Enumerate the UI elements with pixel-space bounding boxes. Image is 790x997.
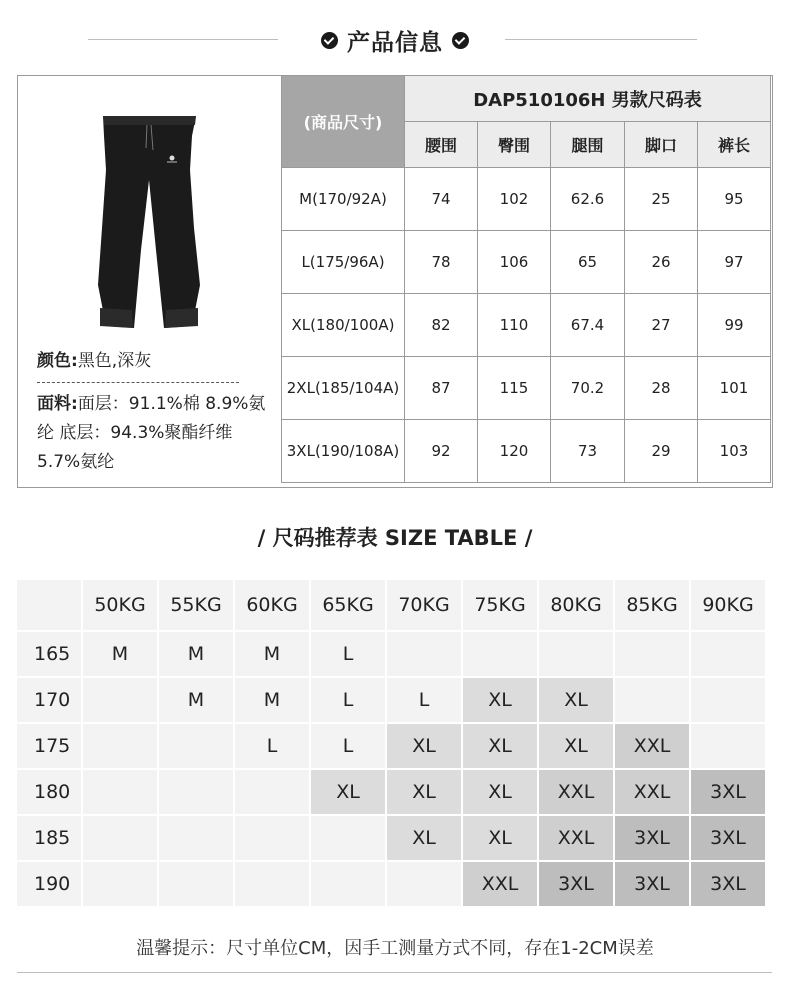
size-cell [83,862,157,906]
table-cell: 27 [625,294,698,357]
table-cell: 67.4 [551,294,625,357]
height-header: 180 [17,770,81,814]
table-cell: 101 [698,357,771,420]
weight-header: 55KG [159,580,233,630]
size-cell: 3XL [691,816,765,860]
size-recommend-table [15,578,767,908]
weight-header: 60KG [235,580,309,630]
size-cell: XL [539,724,613,768]
table-cell: 70.2 [551,357,625,420]
size-cell: XXL [539,816,613,860]
size-cell: XL [387,724,461,768]
size-cell: XL [463,724,537,768]
table-row [282,420,771,483]
size-cell: 3XL [615,862,689,906]
size-cell [463,632,537,676]
size-cell: L [311,678,385,722]
corner-cell [17,580,81,630]
size-cell [311,862,385,906]
weight-header: 90KG [691,580,765,630]
size-cell: XL [463,816,537,860]
size-cell [615,632,689,676]
table-cell: 62.6 [551,168,625,231]
table-row [17,724,765,768]
size-cell: M [83,632,157,676]
weight-header: 65KG [311,580,385,630]
size-chart-corner: (商品尺寸) [282,76,405,168]
size-cell: L [311,632,385,676]
size-cell [83,816,157,860]
weight-header: 85KG [615,580,689,630]
table-cell: 74 [405,168,478,231]
table-cell: 92 [405,420,478,483]
fabric-value: 面层：91.1%棉 8.9%氨纶 底层：94.3%聚酯纤维 5.7%氨纶 [37,394,266,472]
table-row [17,816,765,860]
section-header [0,20,790,60]
size-cell [691,678,765,722]
size-cell: L [311,724,385,768]
table-cell: 99 [698,294,771,357]
size-cell: 3XL [539,862,613,906]
table-cell: 29 [625,420,698,483]
table-row [17,770,765,814]
table-cell: 110 [478,294,551,357]
table-cell: 103 [698,420,771,483]
size-cell [691,724,765,768]
size-cell [159,770,233,814]
size-cell [159,816,233,860]
column-header: 脚口 [625,122,698,168]
size-cell: 3XL [615,816,689,860]
size-cell [235,862,309,906]
size-cell [83,770,157,814]
weight-header: 50KG [83,580,157,630]
size-label: 3XL(190/108A) [282,420,405,483]
table-cell: 26 [625,231,698,294]
size-cell [615,678,689,722]
height-header: 165 [17,632,81,676]
size-cell: M [159,678,233,722]
table-cell: 78 [405,231,478,294]
size-cell: XL [539,678,613,722]
size-cell [159,724,233,768]
table-cell: 102 [478,168,551,231]
size-cell [539,632,613,676]
table-cell: 120 [478,420,551,483]
column-header: 腿围 [551,122,625,168]
weight-header: 80KG [539,580,613,630]
table-cell: 28 [625,357,698,420]
table-row [17,632,765,676]
column-header: 腰围 [405,122,478,168]
weight-header: 75KG [463,580,537,630]
table-row [282,168,771,231]
height-header: 170 [17,678,81,722]
table-cell: 65 [551,231,625,294]
size-cell: XXL [615,724,689,768]
color-label: 颜色: [37,351,78,371]
header-divider-right [505,39,697,40]
color-spec [37,347,151,376]
size-cell: 3XL [691,862,765,906]
column-header: 裤长 [698,122,771,168]
size-cell: L [387,678,461,722]
table-row [282,231,771,294]
table-row [282,294,771,357]
size-cell [235,816,309,860]
header-divider-left [88,39,278,40]
bottom-divider [17,972,772,973]
table-cell: 73 [551,420,625,483]
table-cell: 95 [698,168,771,231]
measurement-note: 温馨提示：尺寸单位CM，因手工测量方式不同，存在1-2CM误差 [136,938,654,959]
recommend-title: / 尺码推荐表 SIZE TABLE / [257,526,533,550]
size-cell: XXL [615,770,689,814]
size-chart-table [281,75,771,483]
size-cell [83,724,157,768]
size-cell: XL [463,678,537,722]
check-circle-icon [321,32,338,49]
page-title: 产品信息 [347,29,443,56]
column-header: 臀围 [478,122,551,168]
table-row [282,357,771,420]
size-cell: XXL [463,862,537,906]
table-cell: 106 [478,231,551,294]
size-cell [159,862,233,906]
height-header: 190 [17,862,81,906]
size-label: XL(180/100A) [282,294,405,357]
product-description [18,76,282,487]
size-cell: XL [387,816,461,860]
fabric-label: 面料: [37,394,78,414]
dashed-divider [37,382,239,383]
header-title-group [305,22,485,58]
table-cell: 87 [405,357,478,420]
table-cell: 97 [698,231,771,294]
table-cell: 82 [405,294,478,357]
color-value: 黑色,深灰 [77,351,152,371]
size-cell: XL [311,770,385,814]
weight-header: 70KG [387,580,461,630]
size-cell: M [235,632,309,676]
table-cell: 25 [625,168,698,231]
fabric-spec [37,390,269,477]
table-row [17,678,765,722]
size-cell: XL [463,770,537,814]
size-cell [387,632,461,676]
size-chart-title: DAP510106H 男款尺码表 [405,76,771,122]
product-info-panel [17,75,773,488]
size-label: L(175/96A) [282,231,405,294]
size-cell [691,632,765,676]
size-cell [311,816,385,860]
check-circle-icon [452,32,469,49]
size-cell [83,678,157,722]
table-cell: 115 [478,357,551,420]
table-row [17,862,765,906]
height-header: 185 [17,816,81,860]
size-cell: XXL [539,770,613,814]
height-header: 175 [17,724,81,768]
size-label: M(170/92A) [282,168,405,231]
size-cell: M [235,678,309,722]
size-cell [235,770,309,814]
size-label: 2XL(185/104A) [282,357,405,420]
size-cell: 3XL [691,770,765,814]
size-cell: XL [387,770,461,814]
size-cell [387,862,461,906]
size-cell: M [159,632,233,676]
product-image [86,110,210,334]
size-cell: L [235,724,309,768]
